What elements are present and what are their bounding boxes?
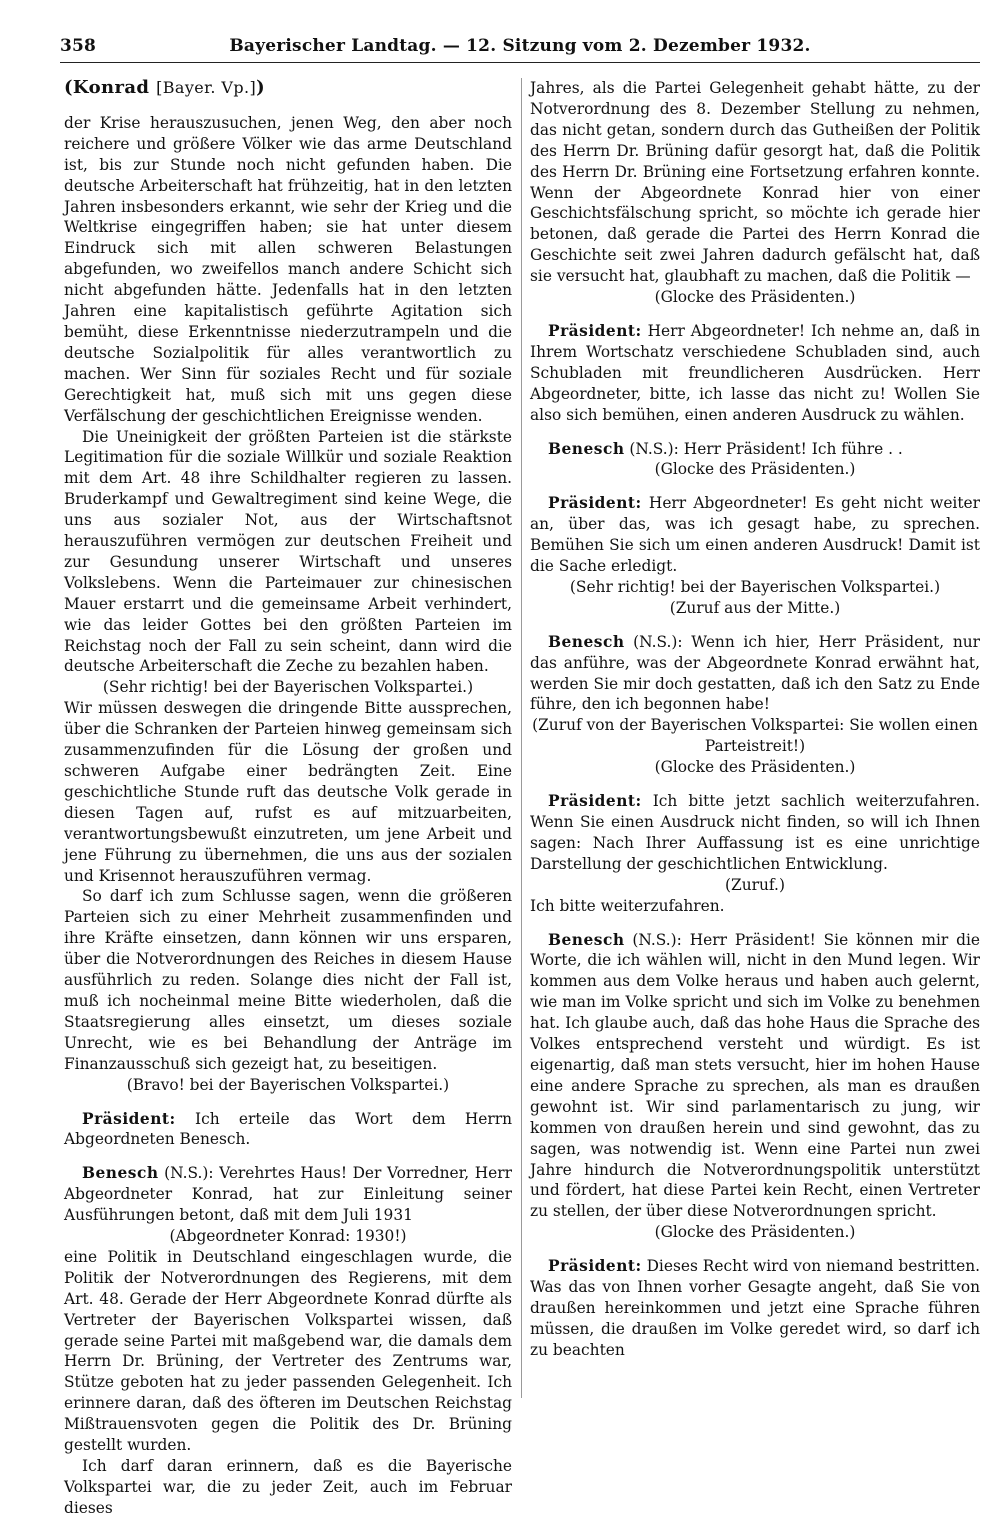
speaker-party: (N.S.): <box>624 439 679 458</box>
speech-text: Herr Präsident! Sie können mir die Worte, die ich wählen will, nicht in den Mund legen. Wir kommen aus dem Volke heraus und haben auch gelernt, wie man im Volke spricht und sich im Volke zu benehmen hat. Ich glaube auch, daß das hohe Haus die Sprache des Volkes entsprechend versteht und würdigt. Es ist eigenartig, daß man stets versucht, hier im hohen Hause eine andere Sprache zu sprechen, als man es draußen gewohnt ist. Wir sind parlamentarisch zu jung, wir kommen von draußen herein und sind gewohnt, das zu sagen, was notwendig ist. Wenn eine Partei nun zwei Jahre hindurch die Notverordnungspolitik unterstützt und fördert, hat diese Partei kein Recht, einen Vertreter zu stellen, der über diese Notverordnungen spricht. <box>530 930 980 1221</box>
paragraph: Ich bitte weiterzufahren. <box>530 896 725 915</box>
paragraph: der Krise herauszusuchen, jenen Weg, den aber noch reichere und größere Völker wie das arme Deutschland ist, bis zur Stunde noch nicht gefunden haben. Die deutsche Arbeiterschaft hat frühzeitig, hat in den letzten Jahren insbesonders erkannt, wie sehr der Krieg und die Weltkrise eingegriffen haben; sie hat unter diesem Eindruck sich mit allen schweren Belastungen abgefunden, wo zweifellos manch andere Schicht sich nicht abgefunden hätte. Jedenfalls hat in den letzten Jahren eine kapitalistisch geführte Agitation sich bemüht, diese Erkenntnisse niederzutrampeln und die deutsche Sozialpolitik für alles verantwortlich zu machen. Wer Sinn für soziales Recht und für soziale Gerechtigkeit hat, muß sich mit uns gegen diese Verfälschung der geschichtlichen Ereignisse wenden. <box>64 113 512 425</box>
speaker-name: Präsident: <box>82 1109 176 1128</box>
right-column <box>530 78 980 1361</box>
speaker-name: Präsident: <box>548 494 642 513</box>
speech <box>530 493 980 577</box>
speech-text: Ich erteile das Wort dem Herrn Abgeordneten Benesch. <box>64 1109 512 1149</box>
speaker-name: Benesch <box>548 439 625 458</box>
paragraph: So darf ich zum Schlusse sagen, wenn die größeren Parteien sich zu einer Mehrheit zusammenfinden und ihre Kräfte einsetzen, dann können wir uns ersparen, über die Notverordnungen des Reiches in diesem Hause ausführlich zu reden. Solange dies nicht der Fall ist, muß ich nocheinmal meine Bitte wiederholen, daß die Staatsregierung alles einsetzt, um dieses soziale Unrecht, wie es bei Behandlung der Anträge im Finanzausschuß sich gezeigt hat, zu beseitigen. <box>64 887 512 1073</box>
running-head-speaker: Konrad <box>72 77 150 98</box>
stage-direction: (Zuruf von der Bayerischen Volkspartei: Sie wollen einen Parteistreit!) <box>532 716 978 756</box>
paragraph: Jahres, als die Partei Gelegenheit gehabt hätte, zu der Notverordnung des 8. Dezember Stellung zu nehmen, das nicht getan, sondern durch das Gutheißen der Politik des Herrn Dr. Brüning dafür gesorgt hat, daß die Politik des Herrn Dr. Brüning eine Fortsetzung erfahren konnte. Wenn der Abgeordnete Konrad hier von einer Geschichtsfälschung spricht, so möchte ich gerade hier betonen, daß gerade die Partei des Herrn Konrad die Geschichte seit zwei Jahren dadurch gefälscht hat, daß sie versucht hat, glaubhaft zu machen, daß die Politik — <box>530 79 980 286</box>
paragraph: Ich darf daran erinnern, daß es die Bayerische Volkspartei war, die zu jeder Zeit, auch im Februar dieses <box>64 1457 512 1517</box>
speech <box>530 1256 980 1361</box>
running-head <box>64 78 512 99</box>
speaker-name: Benesch <box>548 930 625 949</box>
stage-direction: (Zuruf aus der Mitte.) <box>669 598 841 617</box>
speech-text: Herr Abgeordneter! Es geht nicht weiter an, über das, was ich gesagt habe, zu sprechen. Bemühen Sie sich um einen anderen Ausdruck! Damit ist die Sache erledigt. <box>530 494 980 576</box>
page-title: Bayerischer Landtag. — 12. Sitzung vom 2. Dezember 1932. <box>229 36 811 56</box>
stage-direction: (Glocke des Präsidenten.) <box>654 1223 856 1242</box>
stage-direction: (Glocke des Präsidenten.) <box>654 288 856 307</box>
speech <box>530 632 980 716</box>
speech <box>64 1163 512 1226</box>
speech-text: Verehrtes Haus! Der Vorredner, Herr Abgeordneter Konrad, hat zur Einleitung seiner Ausführungen betont, daß mit dem Juli 1931 <box>64 1164 512 1225</box>
speech <box>530 930 980 1223</box>
speech-text: Herr Abgeordneter! Ich nehme an, daß in Ihrem Wortschatz verschiedene Schubladen sind, auch Schubladen mit freundlicheren Ausdrücken. Herr Abgeordneter, bitte, ich lasse das nicht zu! Wollen Sie also sich bemühen, einen anderen Ausdruck zu wählen. <box>530 321 980 424</box>
stage-direction: (Glocke des Präsidenten.) <box>654 460 856 479</box>
speaker-party: (N.S.): <box>624 632 683 651</box>
running-head-party: [Bayer. Vp.] <box>156 78 257 97</box>
speaker-name: Präsident: <box>548 1257 642 1276</box>
paragraph: Die Uneinigkeit der größten Parteien ist die stärkste Legitimation für die soziale Willkür und soziale Reaktion mit dem Art. 48 ihre Schildhalter regieren zu lassen. Bruderkampf und Gewaltregiment sind keine Wege, die uns aus sozialer Not, aus der Wirtschaftsnot herauszuführen vermögen zur deutschen Freiheit und zur Gesundung unserer Wirtschaft und unseres Volkslebens. Wenn die Parteimauer zur chinesischen Mauer erstarrt und die gemeinsame Arbeit verhindert, wie das leider Gottes bei den größten Parteien im Reichstag noch der Fall zu sein scheint, dann wird die deutsche Arbeiterschaft die Zeche zu bezahlen haben. <box>64 427 512 676</box>
stage-direction: (Abgeordneter Konrad: 1930!) <box>169 1227 407 1246</box>
speech-text: Herr Präsident! Ich führe . . <box>678 439 903 458</box>
stage-direction: (Sehr richtig! bei der Bayerischen Volkspartei.) <box>569 577 941 596</box>
left-column <box>64 78 512 1519</box>
speech <box>530 791 980 875</box>
speaker-name: Benesch <box>82 1164 159 1183</box>
speech <box>64 1109 512 1151</box>
speech <box>530 321 980 426</box>
speech-text: Wenn ich hier, Herr Präsident, nur das anführe, was der Abgeordnete Konrad erwähnt hat, werden Sie mir doch gestatten, daß ich den Satz zu Ende führe, den ich begonnen habe! <box>530 632 980 714</box>
speaker-name: Präsident: <box>548 792 642 811</box>
running-head-open: ( <box>64 77 73 98</box>
column-divider <box>521 78 522 1398</box>
speech-text: Dieses Recht wird von niemand bestritten. Was das von Ihnen vorher Gesagte angeht, daß Sie von draußen hereinkommen und jetzt eine Sprache führen müssen, die draußen im Volke geredet wird, so darf ich zu beachten <box>530 1257 981 1359</box>
speaker-party: (N.S.): <box>158 1164 214 1183</box>
speaker-name: Benesch <box>548 632 625 651</box>
page-number: 358 <box>60 36 97 56</box>
stage-direction: (Zuruf.) <box>725 875 785 894</box>
stage-direction: (Bravo! bei der Bayerischen Volkspartei.) <box>126 1075 450 1094</box>
stage-direction: (Glocke des Präsidenten.) <box>654 758 856 777</box>
speech-text: Ich bitte jetzt sachlich weiterzufahren. Wenn Sie einen Ausdruck nicht finden, so will ich Ihnen sagen: Nach Ihrer Auffassung ist es eine unrichtige Darstellung der geschichtlichen Entwicklung. <box>530 792 980 873</box>
speaker-party: (N.S.): <box>624 930 682 949</box>
stage-direction: (Sehr richtig! bei der Bayerischen Volkspartei.) <box>102 678 474 697</box>
paragraph: Wir müssen deswegen die dringende Bitte aussprechen, über die Schranken der Parteien hinweg gemeinsam sich zusammenzufinden für die Lösung der großen und schweren Aufgabe einer bedrängten Zeit. Eine geschichtliche Stunde ruft das deutsche Volk gerade in diesen Tagen auf, rufst es auf mitzuarbeiten, verantwortungsbewußt einzutreten, um jene Arbeit und jene Führung zu übernehmen, die uns aus der sozialen und Krisennot herauszuführen vermag. <box>64 699 512 885</box>
speaker-name: Präsident: <box>548 321 642 340</box>
paragraph: eine Politik in Deutschland eingeschlagen wurde, die Politik der Notverordnungen des Regierens, mit dem Art. 48. Gerade der Herr Abgeordnete Konrad dürfte als Vertreter der Bayerischen Volkspartei wissen, daß gerade seine Partei mit maßgebend war, die damals dem Herrn Dr. Brüning, der Vertreter des Zentrums war, Stütze geboten hat zu jeder passenden Gelegenheit. Ich erinnere daran, daß des öfteren im Deutschen Reichstag Mißtrauensvoten gegen die Politik des Dr. Brüning gestellt wurden. <box>64 1247 512 1455</box>
running-head-close: ) <box>256 77 266 98</box>
speech <box>530 439 980 460</box>
page-header <box>60 34 980 63</box>
